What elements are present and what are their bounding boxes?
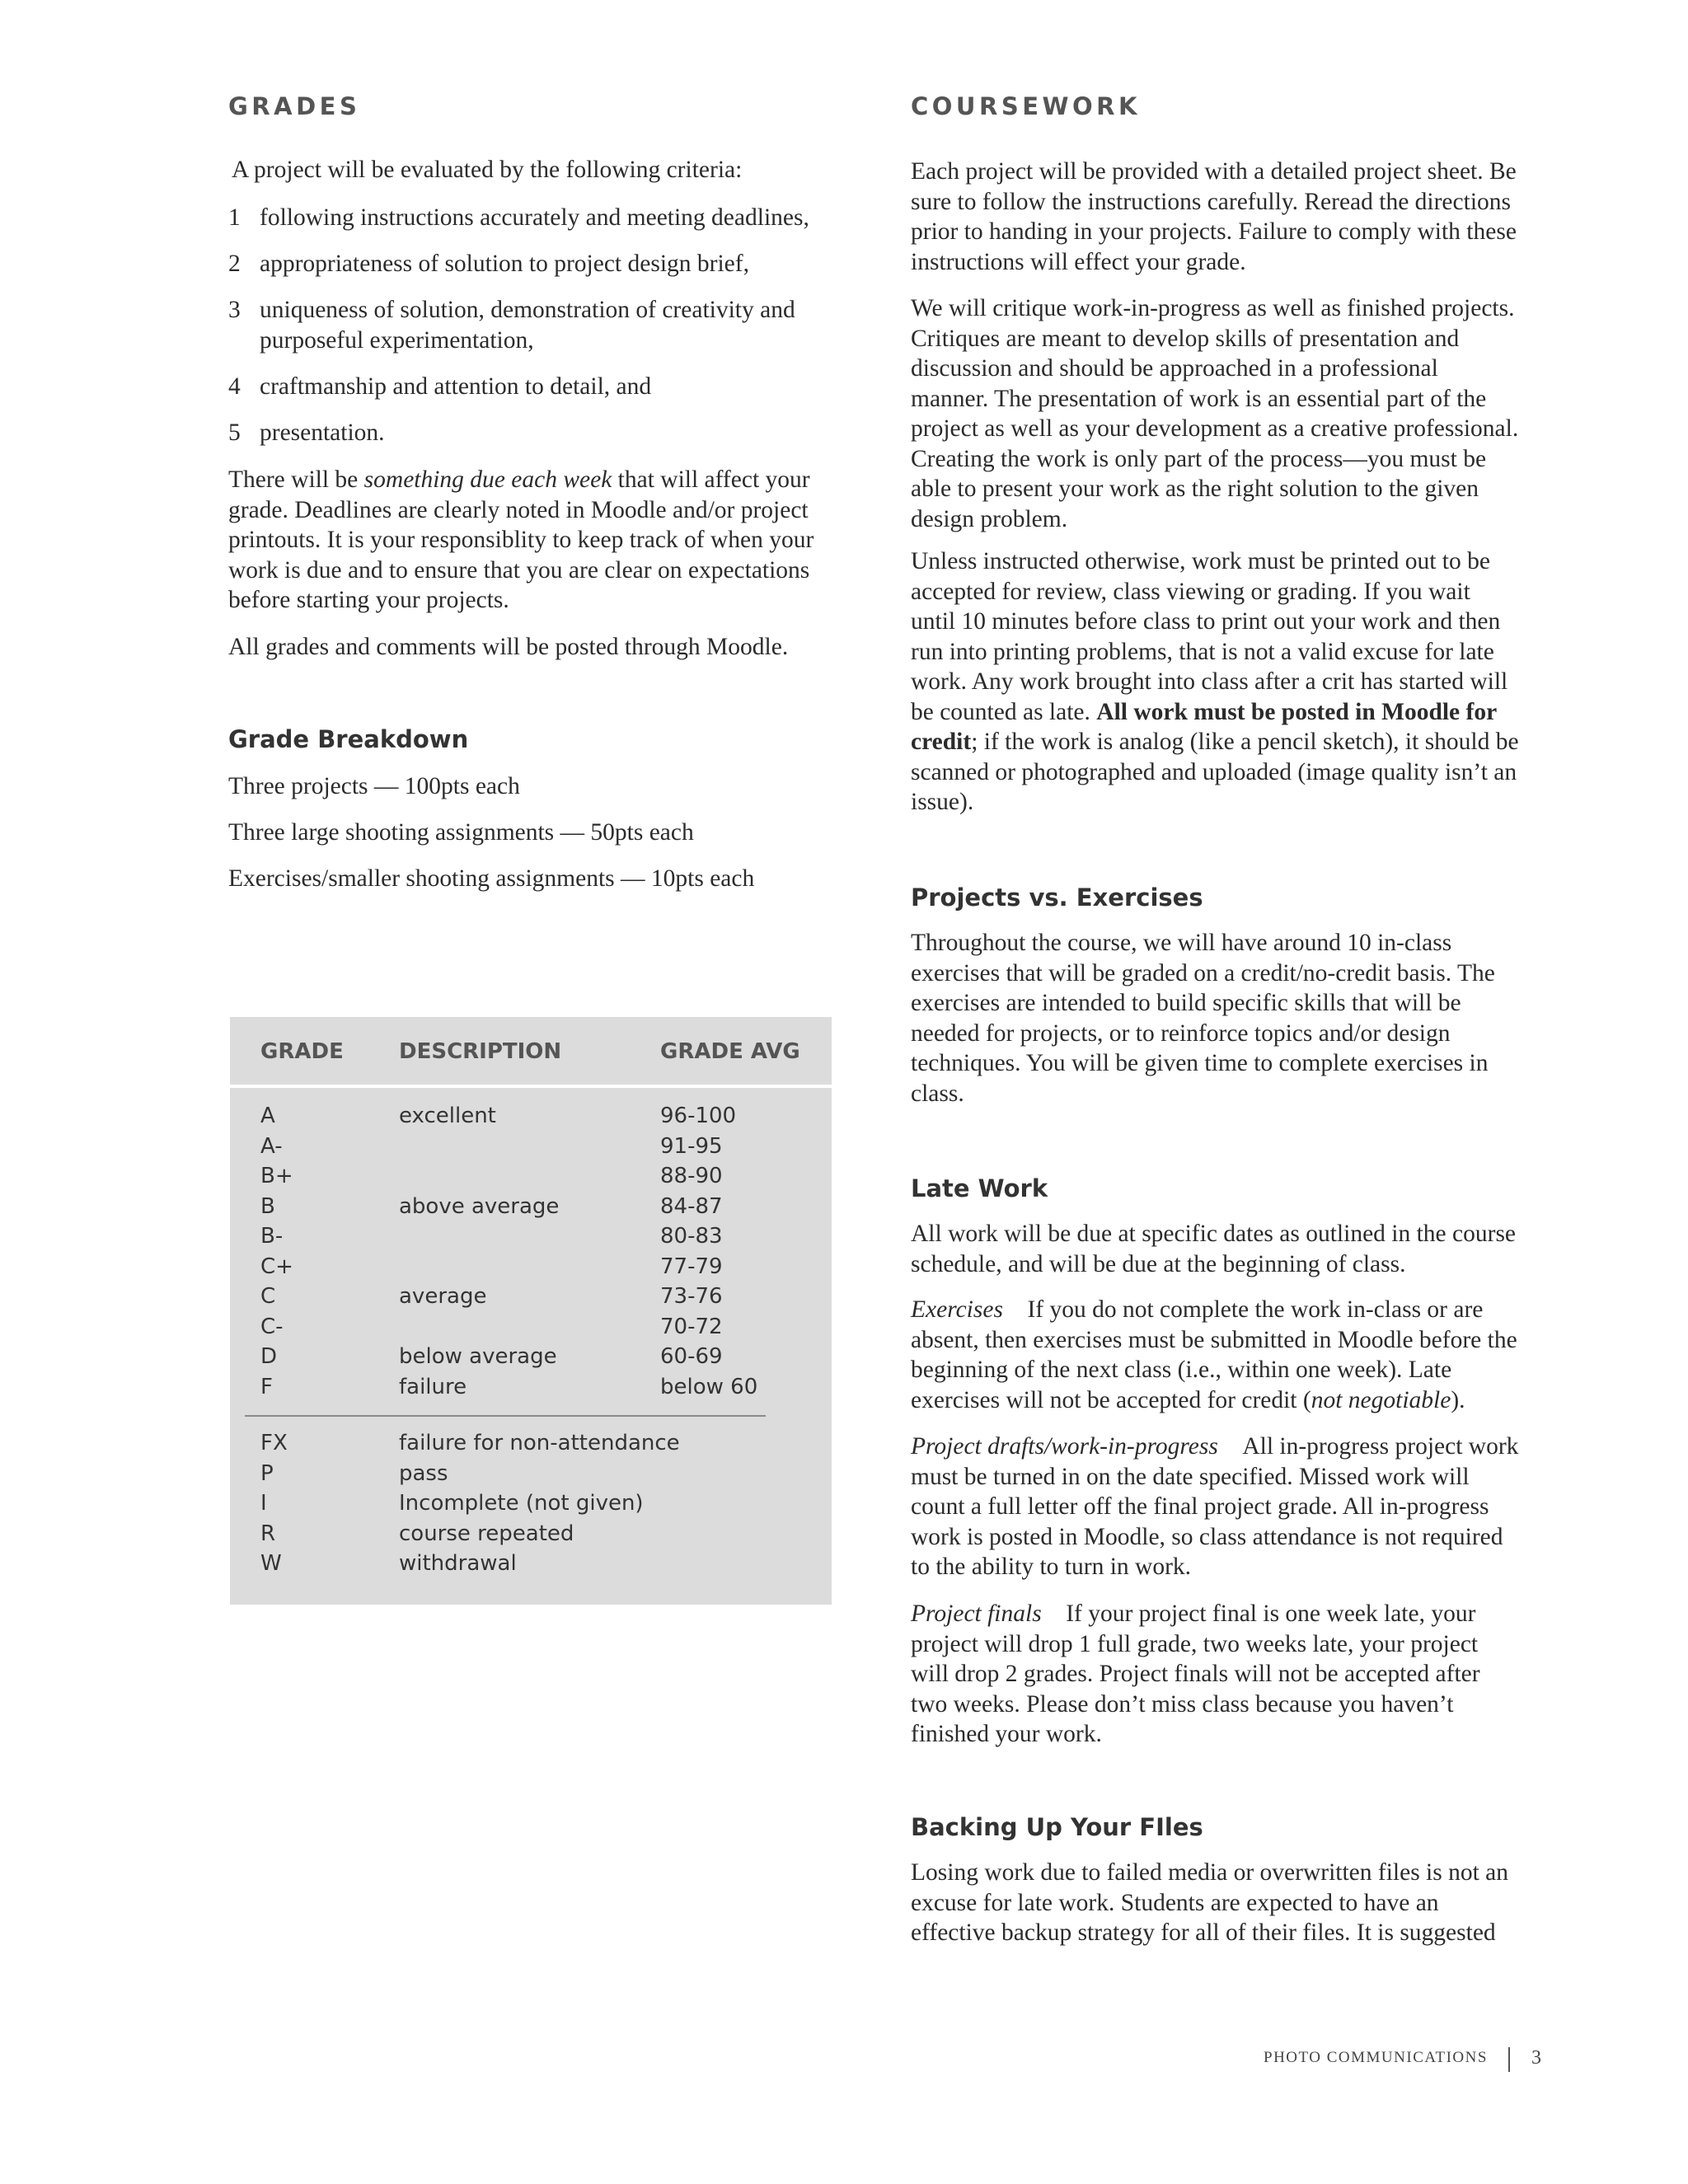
grade-cell: FX bbox=[260, 1431, 288, 1455]
grades-posted-text: All grades and comments will be posted through Moodle. bbox=[228, 634, 789, 660]
late-drafts-text: All in-progress project work must be turned in on the date specified. Missed work will count a full letter off the final project grade. All in-progress work is posted in Moodle, so class attendance is not required to the ability to turn in work. bbox=[911, 1433, 1519, 1580]
grade-cell: A- bbox=[260, 1133, 283, 1159]
running-footer-title: PHOTO COMMUNICATIONS bbox=[1264, 2049, 1488, 2066]
table-row bbox=[230, 1252, 832, 1282]
due-each-week-paragraph bbox=[228, 465, 834, 616]
table-row bbox=[230, 1101, 832, 1131]
grade-cell: B- bbox=[260, 1224, 284, 1249]
criteria-number: 4 bbox=[228, 373, 241, 400]
grade-avg-cell: 96-100 bbox=[660, 1104, 737, 1128]
description-cell: excellent bbox=[399, 1104, 496, 1128]
criteria-number: 1 bbox=[228, 204, 241, 231]
table-row bbox=[230, 1549, 832, 1578]
grade-avg-cell: 88-90 bbox=[660, 1164, 723, 1188]
printing-text-b: ; if the work is analog (like a pencil sketch), it should be scanned or photographed and uploaded (image quality isn’t an issue). bbox=[911, 729, 1519, 815]
description-cell: withdrawal bbox=[399, 1551, 517, 1576]
column-header-description: DESCRIPTION bbox=[399, 1039, 562, 1064]
grade-cell: B+ bbox=[260, 1164, 293, 1188]
projects-vs-exercises-heading: Projects vs. Exercises bbox=[911, 883, 1203, 912]
grade-cell: C bbox=[260, 1284, 276, 1309]
column-header-grade-avg: GRADE AVG bbox=[660, 1039, 800, 1064]
late-exercises-paragraph bbox=[911, 1295, 1521, 1415]
criteria-text: appropriateness of solution to project design brief, bbox=[260, 251, 749, 277]
grade-cell: I bbox=[260, 1491, 267, 1516]
grade-cell: R bbox=[260, 1521, 276, 1546]
grades-heading: GRADES bbox=[228, 92, 361, 120]
description-cell: above average bbox=[399, 1193, 560, 1219]
coursework-heading: COURSEWORK bbox=[911, 92, 1141, 120]
header-rule bbox=[230, 1085, 832, 1088]
table-row bbox=[230, 1459, 832, 1488]
grade-cell: C- bbox=[260, 1314, 284, 1339]
table-row bbox=[230, 1488, 832, 1518]
late-finals-paragraph bbox=[911, 1599, 1521, 1750]
criteria-text: uniqueness of solution, demonstration of creativity and purposeful experimentation, bbox=[260, 297, 795, 354]
criteria-number: 5 bbox=[228, 419, 241, 446]
grade-avg-cell: 84-87 bbox=[660, 1193, 723, 1219]
late-drafts-label: Project drafts/work-in-progress bbox=[911, 1433, 1218, 1460]
criteria-text: following instructions accurately and meeting deadlines, bbox=[260, 204, 809, 231]
criteria-number: 2 bbox=[228, 251, 241, 277]
table-row bbox=[230, 1519, 832, 1549]
grade-breakdown-heading: Grade Breakdown bbox=[228, 725, 469, 753]
description-cell: course repeated bbox=[399, 1521, 574, 1546]
grade-avg-cell: below 60 bbox=[660, 1374, 758, 1399]
criteria-text: craftmanship and attention to detail, and bbox=[260, 373, 652, 400]
critique-paragraph: We will critique work-in-progress as well as finished projects. Critiques are meant to develop skills of presentation and discussion and should be approached in a professional manner. The presentation of work is an essential part of the project as well as your development as a creative professional. Creating the work is only part of the process—you must be able to present your work as the right solution to the given design problem. bbox=[911, 295, 1519, 532]
grade-avg-cell: 77-79 bbox=[660, 1254, 723, 1279]
backup-text: Losing work due to failed media or overwritten files is not an excuse for late work. Students are expected to have an effective backup strategy for all of their files. It is suggested bbox=[911, 1859, 1509, 1946]
table-row bbox=[230, 1372, 832, 1402]
late-exercises-emphasis: not negotiable bbox=[1311, 1386, 1451, 1413]
project-sheet-paragraph: Each project will be provided with a detailed project sheet. Be sure to follow the instructions carefully. Reread the directions prior to handing in your projects. Failure to comply with these instructions will effect your grade. bbox=[911, 158, 1517, 275]
grade-cell: W bbox=[260, 1551, 282, 1576]
due-text-a: There will be bbox=[228, 466, 364, 493]
table-divider bbox=[245, 1415, 766, 1417]
grade-cell: C+ bbox=[260, 1254, 293, 1279]
grade-cell: D bbox=[260, 1344, 278, 1369]
printing-emphasis: All work must be posted in Moodle for credit bbox=[911, 698, 1497, 755]
grade-cell: B bbox=[260, 1193, 275, 1219]
table-row bbox=[230, 1312, 832, 1342]
description-cell: failure for non-attendance bbox=[399, 1431, 680, 1455]
table-row bbox=[230, 1428, 832, 1458]
late-work-intro: All work will be due at specific dates as outlined in the course schedule, and will be due at the beginning of class. bbox=[911, 1221, 1517, 1277]
description-cell: Incomplete (not given) bbox=[399, 1491, 644, 1516]
grade-avg-cell: 91-95 bbox=[660, 1133, 723, 1159]
table-row bbox=[230, 1161, 832, 1191]
late-work-heading: Late Work bbox=[911, 1174, 1048, 1202]
backup-heading: Backing Up Your FIles bbox=[911, 1813, 1203, 1841]
breakdown-item: Exercises/smaller shooting assignments — 10pts each bbox=[228, 865, 755, 892]
table-row bbox=[230, 1342, 832, 1371]
description-cell: average bbox=[399, 1284, 487, 1309]
due-text-b: that will affect your grade. Deadlines are clearly noted in Moodle and/or project printouts. It is your responsiblity to keep track of when your work is due and to ensure that you are clear on expectations before starting your projects. bbox=[228, 466, 814, 613]
grade-avg-cell: 70-72 bbox=[660, 1314, 723, 1339]
grade-scale-table bbox=[230, 1017, 832, 1605]
late-finals-label: Project finals bbox=[911, 1601, 1042, 1627]
criteria-number: 3 bbox=[228, 297, 241, 323]
table-row bbox=[230, 1192, 832, 1221]
criteria-text: presentation. bbox=[260, 419, 385, 446]
table-row bbox=[230, 1132, 832, 1161]
grade-avg-cell: 73-76 bbox=[660, 1284, 723, 1309]
late-exercises-text-a: If you do not complete the work in-class or are absent, then exercises must be submitted in Moodle before the beginning of the next class (i.e., within one week). Late exercises will not be accepted for credit ( bbox=[911, 1296, 1517, 1413]
projects-vs-exercises-text: Throughout the course, we will have around 10 in-class exercises that will be graded on a credit/no-credit basis. The exercises are intended to build specific skills that will be needed for projects, or to reinforce topics and/or design techniques. You will be given time to complete exercises in class. bbox=[911, 930, 1495, 1107]
printing-text-a: Unless instructed otherwise, work must be printed out to be accepted for review, class viewing or grading. If you wait until 10 minutes before class to print out your work and then run into printing problems, that is not a valid excuse for late work. Any work brought into class after a crit has started will be counted as late. bbox=[911, 548, 1508, 725]
description-cell: pass bbox=[399, 1460, 448, 1486]
breakdown-item: Three projects — 100pts each bbox=[228, 773, 520, 799]
printing-paragraph bbox=[911, 546, 1521, 818]
grade-cell: F bbox=[260, 1374, 273, 1399]
late-exercises-label: Exercises bbox=[911, 1296, 1003, 1323]
table-row bbox=[230, 1221, 832, 1251]
table-row bbox=[230, 1282, 832, 1311]
page-number: 3 bbox=[1531, 2047, 1541, 2069]
late-exercises-text-b: ). bbox=[1451, 1386, 1465, 1413]
grade-avg-cell: 80-83 bbox=[660, 1224, 723, 1249]
breakdown-item: Three large shooting assignments — 50pts each bbox=[228, 819, 694, 846]
grade-cell: A bbox=[260, 1104, 275, 1128]
due-emphasis: something due each week bbox=[363, 466, 612, 493]
late-finals-text: If your project final is one week late, your project will drop 1 full grade, two weeks late, your project will drop 2 grades. Project finals will not be accepted after two weeks. Please don’t miss class because you haven’t finished your work. bbox=[911, 1601, 1480, 1747]
criteria-intro: A project will be evaluated by the following criteria: bbox=[232, 157, 743, 183]
grade-cell: P bbox=[260, 1460, 274, 1486]
column-header-grade: GRADE bbox=[260, 1039, 344, 1064]
footer-separator bbox=[1508, 2047, 1510, 2072]
late-drafts-paragraph bbox=[911, 1432, 1521, 1582]
description-cell: below average bbox=[399, 1344, 557, 1369]
description-cell: failure bbox=[399, 1374, 467, 1399]
grade-avg-cell: 60-69 bbox=[660, 1344, 723, 1369]
